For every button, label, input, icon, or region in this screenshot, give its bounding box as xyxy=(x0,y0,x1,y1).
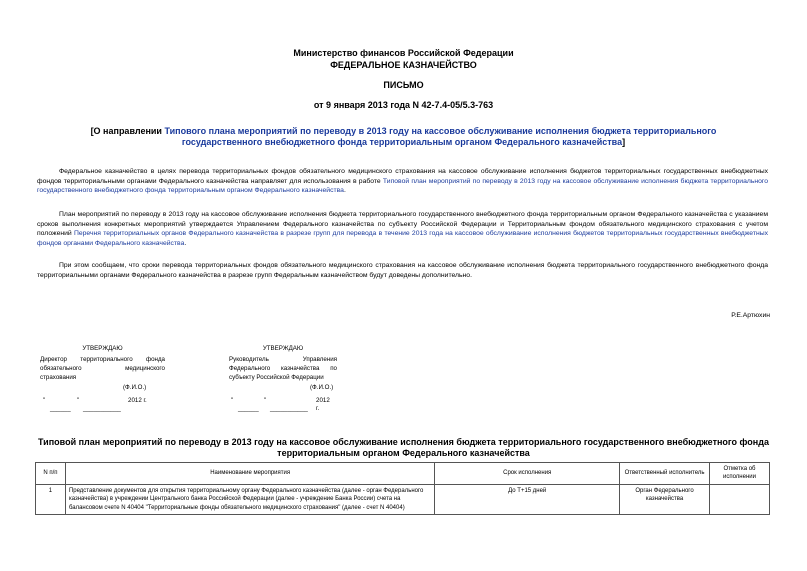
header-mark: Отметка об исполнении xyxy=(710,463,770,485)
approval-right-month-blank: ___________ xyxy=(270,405,308,412)
approval-left-line1: Директор территориального фонда xyxy=(40,356,165,363)
approval-left-heading: УТВЕРЖДАЮ xyxy=(82,345,123,352)
cell-num: 1 xyxy=(36,484,66,514)
header-name: Наименование мероприятия xyxy=(65,463,434,485)
cell-term: До Т+15 дней xyxy=(435,484,620,514)
document-subject xyxy=(60,126,747,148)
ministry-name: Министерство финансов Российской Федерации xyxy=(293,48,514,58)
paragraph-2-end: . xyxy=(184,239,187,247)
header-num: N п/п xyxy=(36,463,66,485)
plan-table xyxy=(35,462,770,515)
document-date: от 9 января 2013 года N 42-7.4-05/5.3-763 xyxy=(313,100,494,110)
plan-title: Типовой план мероприятий по переводу в 2013 году на кассовое обслуживание исполнения бюджета территориального государственного внебюджетного фонда территориальным органом Федерального казначейства xyxy=(38,437,769,458)
header-term: Срок исполнения xyxy=(435,463,620,485)
cell-mark xyxy=(710,484,770,514)
approval-right-year-suffix: г. xyxy=(316,405,320,412)
header-responsible: Ответственный исполнитель xyxy=(620,463,710,485)
approval-left-line2: обязательного медицинского xyxy=(40,365,165,372)
approval-left-quote-open: " xyxy=(43,397,46,404)
paragraph-1 xyxy=(37,167,768,196)
subject-prefix: [О направлении xyxy=(90,126,165,136)
cell-name: Представление документов для открытия территориальному органу Федерального казначейства (далее - орган Федерального казначейства) в учреждении Центрального банка Российской Федерации (далее - учреждение Банка России) счета на балансовом счете N 40404 "Территориальные фонды обязательного медицинского страхования" (далее - счет N 40404) xyxy=(65,484,434,514)
table-row xyxy=(36,484,770,514)
approval-right-line1: Руководитель Управления xyxy=(229,356,337,363)
table-header-row xyxy=(36,463,770,485)
approval-right-year: 2012 xyxy=(316,397,330,404)
paragraph-1-end: . xyxy=(343,187,346,194)
approval-right-heading: УТВЕРЖДАЮ xyxy=(262,345,304,352)
approval-left-month-blank: ___________ xyxy=(83,405,121,412)
paragraph-1-text: Федеральное казначейство в целях перевода территориальных фондов обязательного медицинского страхования на кассовое обслуживание исполнения бюджетов территориальных государственных внебюджетных фондов территориальными органами Федерального казначейства направляет для использования в работе xyxy=(37,168,768,185)
document-type: ПИСЬМО xyxy=(383,80,424,90)
paragraph-2-link[interactable]: Перечня территориальных органов Федерального казначейства в разрезе групп для перевода в течение 2013 года на кассовое обслуживание исполнения бюджетов территориальных государственных внебюджетных фондов органами Федерального казначейства xyxy=(37,230,768,247)
approval-left-year: 2012 г. xyxy=(128,397,147,404)
subject-suffix: ] xyxy=(622,137,626,147)
approval-left-day-blank: ______ xyxy=(50,405,71,412)
approval-right-quote-open: " xyxy=(231,397,234,404)
approval-left-quote-close: " xyxy=(77,397,80,404)
approval-right-line3: субъекту Российской Федерации xyxy=(229,374,324,381)
approval-right-line2: Федерального казначейства по xyxy=(229,365,337,372)
paragraph-2-text: План мероприятий по переводу в 2013 году на кассовое обслуживание исполнения бюджета территориального государственного внебюджетного фонда территориальным органом Федерального казначейства с указанием сроков выполнения конкретных мероприятий утверждается Управлением Федерального казначейства по субъекту Российской Федерации и Территориальным фондом обязательного медицинского страхования с учетом положений xyxy=(37,211,768,237)
signatory-name: Р.Е.Артюхин xyxy=(731,312,770,319)
cell-responsible: Орган Федерального казначейства xyxy=(620,484,710,514)
paragraph-2 xyxy=(37,210,768,248)
subject-link[interactable]: Типового плана мероприятий по переводу в 2013 году на кассовое обслуживание исполнения бюджета территориального государственного внебюджетного фонда территориальным органом Федерального казначейства xyxy=(164,126,717,147)
agency-name: ФЕДЕРАЛЬНОЕ КАЗНАЧЕЙСТВО xyxy=(330,60,477,70)
approval-left-fio: (Ф.И.О.) xyxy=(123,384,147,391)
approval-right-quote-close: " xyxy=(264,397,267,404)
approval-right-day-blank: ______ xyxy=(238,405,259,412)
approval-right-fio: (Ф.И.О.) xyxy=(310,384,334,391)
approval-left-line3: страхования xyxy=(40,374,77,381)
paragraph-1-link[interactable]: Типовой план мероприятий по переводу в 2013 году на кассовое обслуживание исполнения бюджета территориального государственного внебюджетного фонда территориальным органом Федерального казначейства xyxy=(37,177,769,194)
paragraph-3: При этом сообщаем, что сроки перевода территориальных фондов обязательного медицинского страхования на кассовое обслуживание исполнения бюджета территориального государственного внебюджетного фонда территориальными органами Федерального казначейства в разрезе групп Федеральным казначейством будут доведены дополнительно. xyxy=(37,262,768,279)
